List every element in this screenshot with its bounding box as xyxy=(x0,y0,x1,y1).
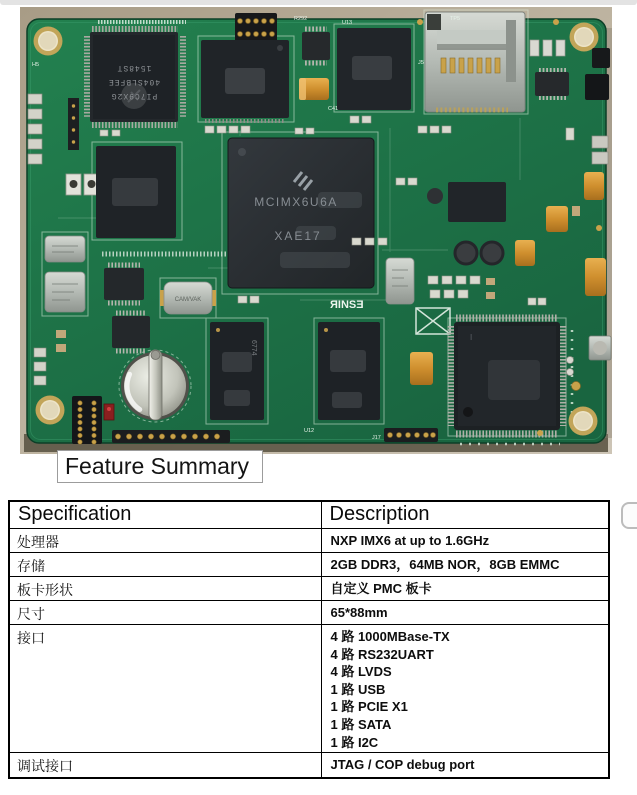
spec-cell: 调试接口 xyxy=(9,753,321,778)
sd-card-slot xyxy=(425,12,525,112)
qfp-chip-bottom-right xyxy=(451,318,563,434)
table-header-row xyxy=(9,501,609,529)
svg-text:1548ST: 1548ST xyxy=(116,63,152,72)
desc-cell xyxy=(321,625,609,753)
interface-line: 4 路 1000MBase-TX xyxy=(330,629,450,644)
board-logo-text: ЯINSƎ xyxy=(330,299,364,311)
interface-line: 4 路 RS232UART xyxy=(330,646,434,662)
ram-chip-b xyxy=(318,322,380,420)
crystal-can xyxy=(160,282,216,314)
transistor-top-right xyxy=(592,48,610,68)
table-row-storage xyxy=(9,553,609,577)
desc-cell: 自定义 PMC 板卡 xyxy=(321,577,609,601)
mounting-hole-bottom-right xyxy=(569,407,598,436)
svg-text:MCIMX6U6A: MCIMX6U6A xyxy=(254,195,338,209)
spec-cell: 处理器 xyxy=(9,529,321,553)
svg-text:H5: H5 xyxy=(32,62,40,68)
cpu-chip xyxy=(228,138,374,288)
table-row-processor xyxy=(9,529,609,553)
pin-header-j17 xyxy=(384,428,438,442)
mounting-hole-bottom-left xyxy=(36,396,65,425)
desc-cell: 2GB DDR3，64MB NOR，8GB EMMC xyxy=(321,553,609,577)
memory-chip-u13 xyxy=(337,28,411,110)
desc-cell: NXP IMX6 at up to 1.6GHz xyxy=(321,529,609,553)
pin-header-2x5 xyxy=(235,13,277,43)
red-led xyxy=(104,404,114,420)
spec-table xyxy=(8,500,610,779)
svg-text:TP5: TP5 xyxy=(450,16,461,22)
mounting-hole-top-right xyxy=(570,23,599,52)
nor-flash-chip xyxy=(201,40,289,121)
table-row-dimensions xyxy=(9,601,609,625)
table-row-debug xyxy=(9,753,609,778)
svg-text:404SLBFEE: 404SLBFEE xyxy=(107,77,161,86)
spec-cell: 板卡形状 xyxy=(9,577,321,601)
spec-cell: 存储 xyxy=(9,553,321,577)
soic8-chip-top xyxy=(302,29,330,63)
col-header-description: Description xyxy=(321,501,609,529)
scrollbar-thumb[interactable] xyxy=(621,502,637,529)
interface-line: 1 路 USB xyxy=(330,681,386,697)
svg-text:R292: R292 xyxy=(294,16,308,22)
feature-summary-text: Feature Summary xyxy=(65,453,250,479)
interface-line: 1 路 I2C xyxy=(330,734,379,750)
tantalum-polarity-stripe xyxy=(299,78,306,100)
svg-text:PI7C9X2G: PI7C9X2G xyxy=(110,91,158,100)
interface-line: 1 路 PCIE X1 xyxy=(330,699,408,715)
table-row-form-factor xyxy=(9,577,609,601)
memory-chip-left xyxy=(96,146,176,238)
svg-text:J5: J5 xyxy=(418,60,424,66)
mounting-hole-top-left xyxy=(34,27,63,56)
col-header-specification: Specification xyxy=(9,501,321,529)
spec-cell: 接口 xyxy=(9,625,321,753)
desc-cell: JTAG / COP debug port xyxy=(321,753,609,778)
feature-summary-heading xyxy=(57,450,263,483)
tantalum-capacitor-bottom xyxy=(410,352,433,385)
svg-text:U12: U12 xyxy=(304,428,315,434)
oscillator-cans xyxy=(45,236,85,312)
soic8-chip-right xyxy=(535,70,569,98)
ram-chip-a xyxy=(210,322,264,420)
pin-header-2x7 xyxy=(72,396,102,444)
svg-text:CAM/VAK: CAM/VAK xyxy=(174,297,202,303)
sd-contact-fingers xyxy=(441,58,500,73)
battery-retainer-clip xyxy=(149,350,162,420)
svg-text:6774: 6774 xyxy=(250,340,257,356)
tantalum-capacitor-mid xyxy=(515,240,535,266)
svg-text:U13: U13 xyxy=(342,20,353,26)
smd-cluster-top-right xyxy=(530,40,565,56)
interface-line: 1 路 SATA xyxy=(330,716,392,732)
svg-text:C41: C41 xyxy=(328,106,339,112)
table-row-interfaces xyxy=(9,625,609,753)
qfp-pcie-switch-chip xyxy=(87,29,183,125)
interface-line: 4 路 LVDS xyxy=(330,664,392,680)
oscillator-mid xyxy=(386,258,414,304)
spec-cell: 尺寸 xyxy=(9,601,321,625)
svg-text:J17: J17 xyxy=(372,435,381,441)
bottom-pin-header-row xyxy=(112,430,230,443)
desc-cell: 65*88mm xyxy=(321,601,609,625)
svg-text:XAE17: XAE17 xyxy=(274,229,322,243)
svg-text:I: I xyxy=(470,333,473,342)
diode-d1 xyxy=(585,74,609,100)
